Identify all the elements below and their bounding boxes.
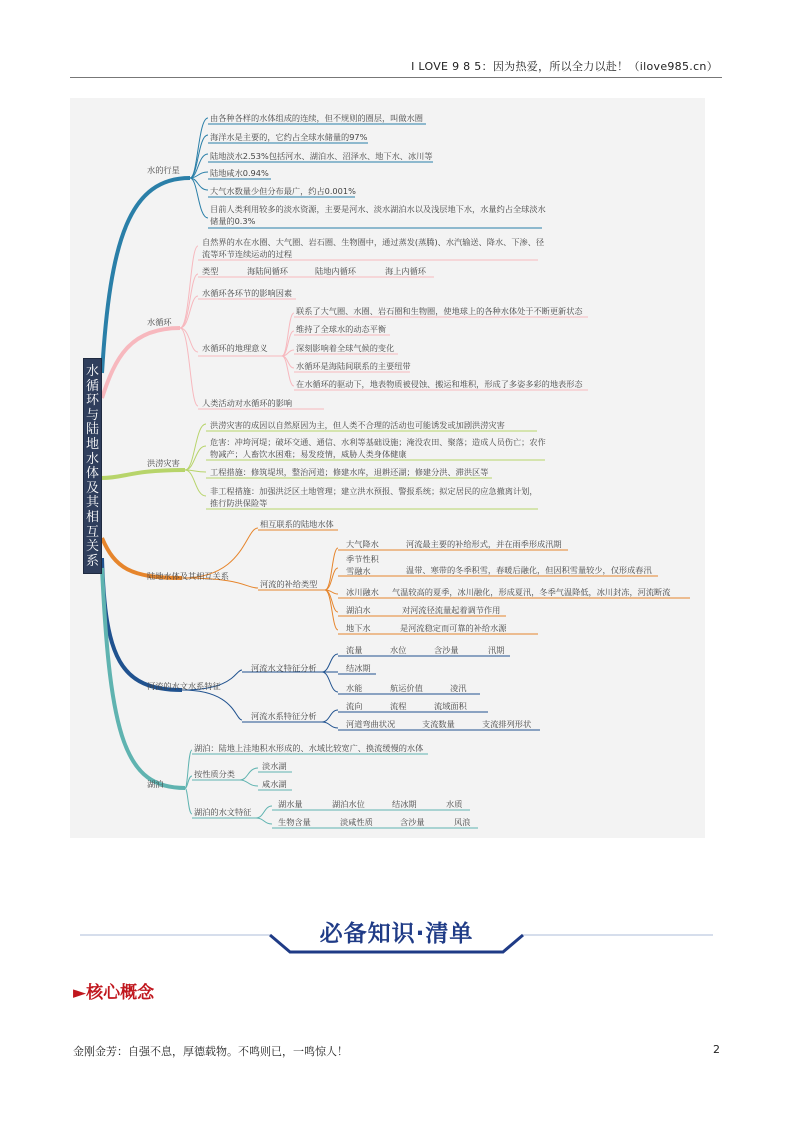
- b6-def: 湖泊：陆地上洼地积水形成的、水域比较宽广、换流缓慢的水体: [194, 743, 424, 753]
- b5-system-label: 河流水系特征分析: [251, 711, 317, 721]
- branch-land-water: 陆地水体及其相互关系: [147, 571, 229, 581]
- page-header: I LOVE 9 8 5：因为热爱，所以全力以赴！（ilove985.cn）: [411, 60, 718, 73]
- root-char: 及: [85, 480, 99, 496]
- footer-motto: 金刚金芳：自强不息，厚德载物。不鸣则已，一鸣惊人！: [73, 1045, 348, 1058]
- branch-flood: 洪涝灾害: [147, 458, 180, 468]
- b5-hydro: 汛期: [488, 645, 505, 655]
- b1-item: 陆地淡水2.53%包括河水、湖泊水、沼泽水、地下水、冰川等: [210, 151, 433, 161]
- root-char: 体: [85, 466, 99, 482]
- b6-class-label: 按性质分类: [194, 769, 235, 779]
- b2-meaning: 联系了大气圈、水圈、岩石圈和生物圈，使地球上的各种水体处于不断更新状态: [296, 306, 583, 316]
- b2-type-label: 类型: [202, 266, 219, 276]
- b6-feature: 生物含量: [278, 817, 311, 827]
- root-char: 环: [85, 393, 99, 409]
- b5-hydro: 水位: [390, 645, 407, 655]
- b2-meaning: 水循环是海陆间联系的主要纽带: [296, 361, 411, 371]
- b2-type: 海陆间循环: [247, 266, 288, 276]
- b5-hydro: 结冰期: [346, 663, 371, 673]
- section-title: ►核心概念: [73, 983, 155, 1003]
- b6-feature-label: 湖泊的水文特征: [194, 807, 252, 817]
- b4-supply-type: 季节性积雪融水: [346, 554, 379, 576]
- b4-supply-desc: 是河流稳定而可靠的补给水源: [400, 623, 507, 633]
- b2-intro: 自然界的水在水圈、大气圈、岩石圈、生物圈中，通过蒸发(蒸腾)、水汽输送、降水、下渗、径流等环节连续运动的过程: [202, 237, 545, 259]
- b6-class: 淡水湖: [262, 761, 287, 771]
- b4-supply-type: 湖泊水: [346, 605, 371, 615]
- b1-item: 海洋水是主要的，它约占全球水储量的97%: [210, 132, 368, 142]
- b5-hydro: 流量: [346, 645, 363, 655]
- b5-system: 支流数量: [422, 719, 455, 729]
- b5-system: 河道弯曲状况: [346, 719, 396, 729]
- b5-system: 支流排列形状: [482, 719, 532, 729]
- root-char: 相: [85, 509, 99, 525]
- header-divider: [70, 77, 722, 78]
- b1-item: 陆地咸水0.94%: [210, 168, 269, 178]
- b6-feature: 淡咸性质: [340, 817, 373, 827]
- b6-feature: 风浪: [454, 817, 471, 827]
- b5-system: 流域面积: [434, 701, 467, 711]
- root-char: 关: [85, 539, 99, 555]
- b2-factors: 水循环各环节的影响因素: [202, 288, 293, 298]
- root-char: 陆: [85, 422, 99, 438]
- b2-meaning: 维持了全球水的动态平衡: [296, 324, 387, 334]
- root-char: 与: [85, 407, 99, 423]
- root-char: 地: [85, 436, 99, 452]
- b3-item: 工程措施：修筑堤坝，整治河道；修建水库，退耕还湖；修建分洪、滞洪区等: [210, 467, 489, 477]
- branch-water-planet: 水的行星: [147, 165, 180, 175]
- b2-meaning: 在水循环的驱动下，地表物质被侵蚀、搬运和堆积，形成了多姿多彩的地表形态: [296, 379, 583, 389]
- b6-feature: 含沙量: [400, 817, 425, 827]
- b4-supply-desc: 温带、寒带的冬季积雪，春暖后融化，但因积雪量较少，仅形成春汛: [406, 565, 652, 575]
- b6-feature: 湖水量: [278, 799, 303, 809]
- b5-hydro: 航运价值: [390, 683, 423, 693]
- b6-class: 咸水湖: [262, 779, 287, 789]
- b5-hydro: 含沙量: [434, 645, 459, 655]
- root-char: 水: [85, 451, 99, 467]
- b2-meaning: 深刻影响着全球气候的变化: [296, 343, 395, 353]
- b6-feature: 水质: [446, 799, 463, 809]
- b5-hydro: 水能: [346, 683, 363, 693]
- b4-supply-desc: 对河流径流量起着调节作用: [402, 605, 501, 615]
- mind-map: [70, 98, 705, 838]
- b2-human: 人类活动对水循环的影响: [202, 398, 293, 408]
- b3-item: 洪涝灾害的成因以自然原因为主，但人类不合理的活动也可能诱发或加剧洪涝灾害: [210, 420, 505, 430]
- root-char: 其: [85, 495, 99, 511]
- b5-system: 流向: [346, 701, 363, 711]
- b1-item: 由各种各样的水体组成的连续，但不规则的圈层，叫做水圈: [210, 113, 423, 123]
- b6-feature: 湖泊水位: [332, 799, 365, 809]
- b4-supply-desc: 气温较高的夏季，冰川融化，形成夏汛，冬季气温降低，冰川封冻，河流断流: [392, 587, 671, 597]
- branch-river-features: 河流的水文水系特征: [147, 681, 221, 691]
- b2-type: 海上内循环: [385, 266, 426, 276]
- b4-supply-type: 大气降水: [346, 539, 379, 549]
- branch-water-cycle: 水循环: [147, 317, 172, 327]
- b4-supply-label: 河流的补给类型: [260, 579, 318, 589]
- b6-feature: 结冰期: [392, 799, 417, 809]
- b5-hydro: 凌汛: [450, 683, 467, 693]
- root-char: 互: [85, 524, 99, 540]
- root-char: 循: [85, 378, 99, 394]
- b4-supply-type: 地下水: [346, 623, 371, 633]
- b4-supply-desc: 河流最主要的补给形式，并在雨季形成汛期: [406, 539, 562, 549]
- b2-meaning-label: 水循环的地理意义: [202, 343, 268, 353]
- b5-hydro-label: 河流水文特征分析: [251, 663, 317, 673]
- b4-related: 相互联系的陆地水体: [260, 519, 334, 529]
- b1-item: 目前人类利用较多的淡水资源，主要是河水、淡水湖泊水以及浅层地下水，水量约占全球淡水储量的0.3%: [210, 204, 546, 226]
- b3-item: 危害：冲垮河堤；破坏交通、通信、水利等基础设施；淹没农田、聚落；造成人员伤亡；农作物减产；人畜饮水困难；易发疫情，威胁人类身体健康: [210, 437, 546, 459]
- b5-system: 流程: [390, 701, 407, 711]
- root-char: 水: [85, 364, 99, 379]
- branch-lake: 湖泊: [147, 779, 164, 789]
- banner-title: 必备知识·清单: [319, 921, 474, 947]
- b2-type: 陆地内循环: [315, 266, 356, 276]
- page-number: 2: [713, 1043, 720, 1056]
- mind-map-root: [83, 358, 102, 574]
- b3-item: 非工程措施：加强洪泛区土地管理；建立洪水预报、警报系统；拟定居民的应急撤离计划，推行防洪保险等: [210, 486, 538, 508]
- root-char: 系: [85, 553, 99, 569]
- b4-supply-type: 冰川融水: [346, 587, 379, 597]
- b1-item: 大气水数量少但分布最广，约占0.001%: [210, 186, 356, 196]
